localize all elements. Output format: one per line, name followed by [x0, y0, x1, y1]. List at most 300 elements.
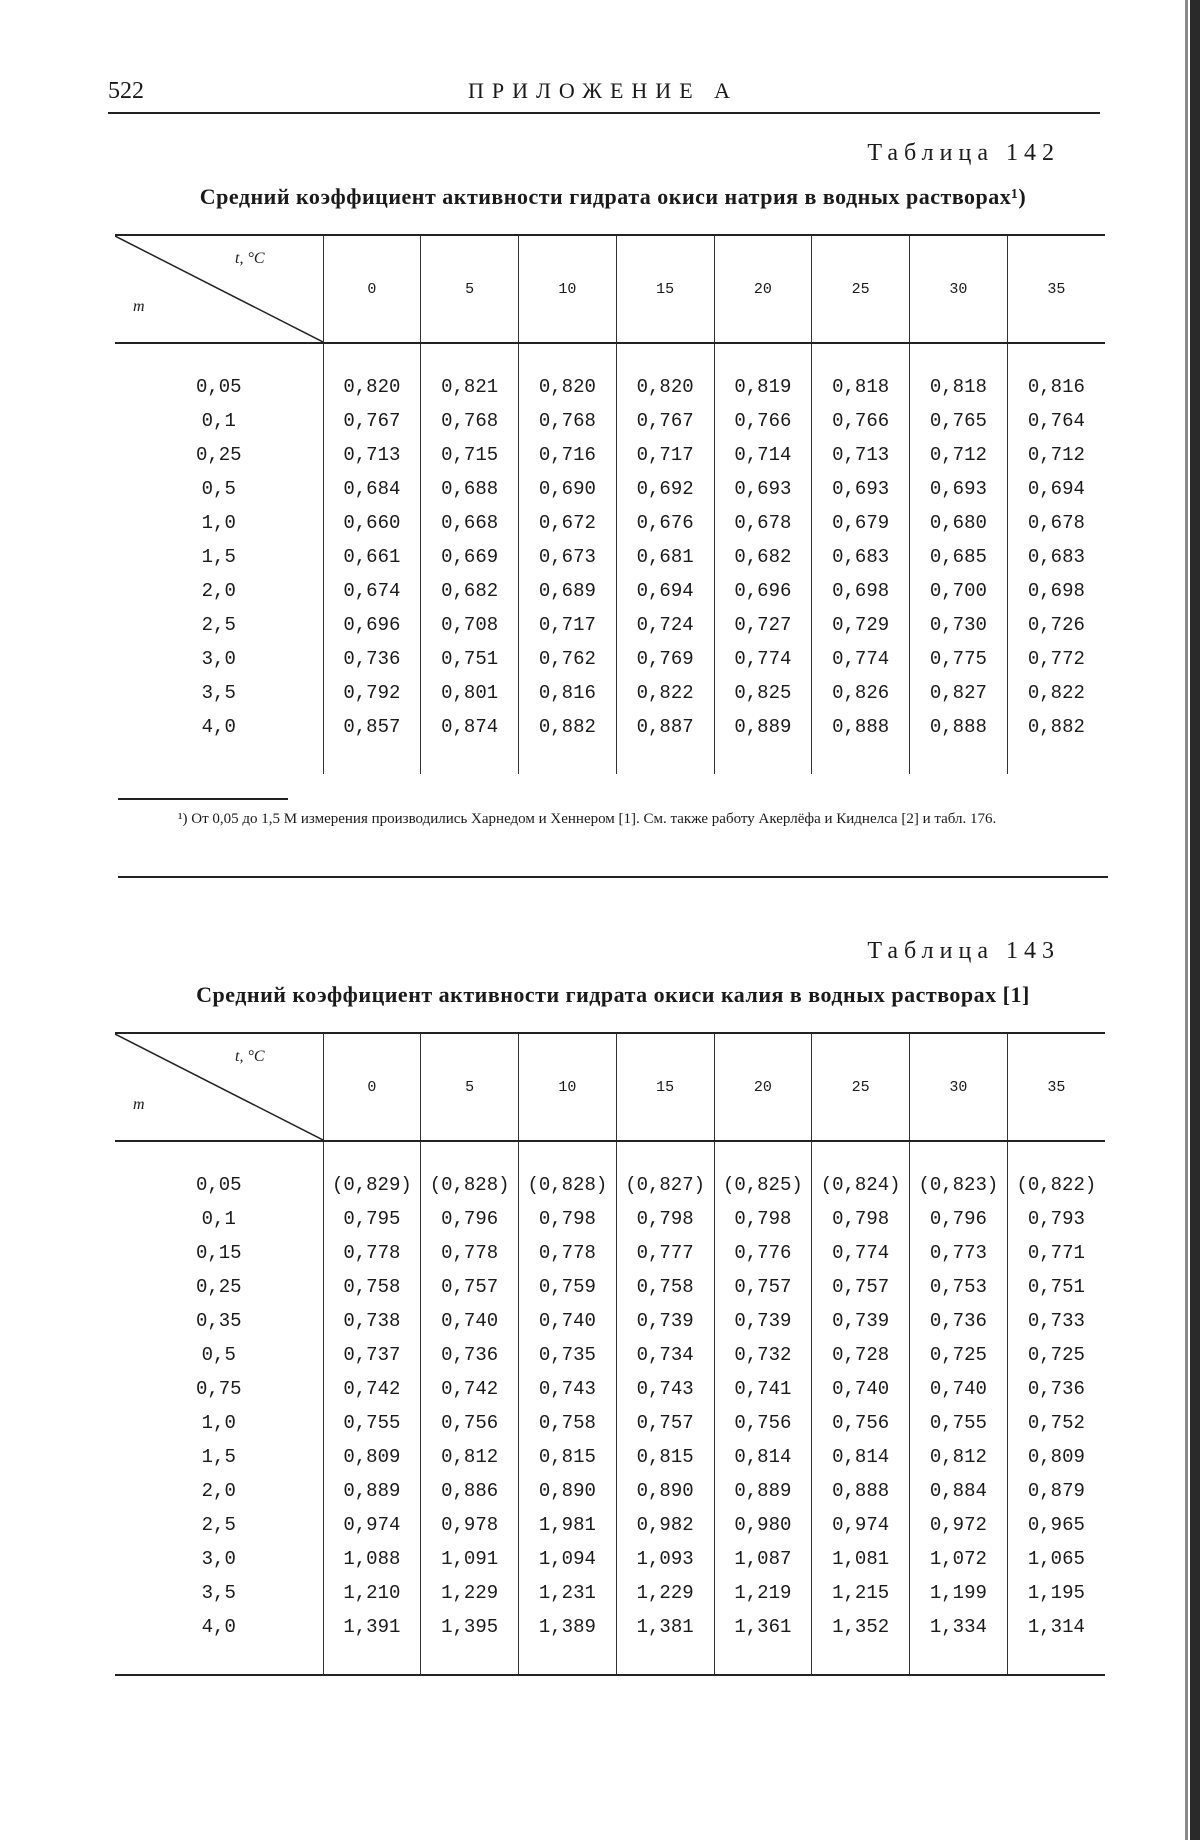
activity-coefficient-cell: 0,777: [616, 1236, 714, 1270]
activity-coefficient-cell: 0,772: [1007, 642, 1105, 676]
activity-coefficient-cell: 0,884: [910, 1474, 1008, 1508]
table-row: [115, 1440, 1105, 1474]
activity-coefficient-cell: 0,685: [910, 540, 1008, 574]
activity-coefficient-cell: 1,981: [519, 1508, 617, 1542]
table-row: [115, 1168, 1105, 1202]
activity-coefficient-cell: 0,778: [323, 1236, 421, 1270]
table-row: [115, 1610, 1105, 1644]
spacer-cell: [616, 1644, 714, 1675]
activity-coefficient-cell: 0,683: [1007, 540, 1105, 574]
spacer-cell: [812, 744, 910, 774]
molality-cell: 3,5: [201, 1582, 236, 1604]
activity-coefficient-cell: 0,771: [1007, 1236, 1105, 1270]
activity-coefficient-cell: 0,889: [323, 1474, 421, 1508]
activity-coefficient-cell: 0,678: [1007, 506, 1105, 540]
activity-coefficient-cell: 0,815: [616, 1440, 714, 1474]
scan-edge-shadow: [1185, 0, 1188, 1840]
activity-coefficient-cell: 0,714: [714, 438, 812, 472]
activity-coefficient-cell: 0,743: [616, 1372, 714, 1406]
activity-coefficient-cell: 0,690: [519, 472, 617, 506]
activity-coefficient-cell: 0,766: [812, 404, 910, 438]
activity-coefficient-cell: 0,660: [323, 506, 421, 540]
activity-coefficient-cell: 0,693: [812, 472, 910, 506]
table-142-body: [115, 343, 1105, 774]
molality-cell: 1,5: [201, 1446, 236, 1468]
spacer-cell: [519, 1141, 617, 1168]
table-142-caption: Средний коэффициент активности гидрата окиси натрия в водных растворах¹): [199, 184, 1027, 209]
table-row: [115, 1338, 1105, 1372]
activity-coefficient-cell: 0,668: [421, 506, 519, 540]
activity-coefficient-cell: 0,816: [519, 676, 617, 710]
activity-coefficient-cell: 0,696: [714, 574, 812, 608]
table-143-caption: Средний коэффициент активности гидрата окиси калия в водных растворах [1]: [196, 982, 1030, 1007]
table-row: [115, 1236, 1105, 1270]
molality-cell: 0,5: [201, 1344, 236, 1366]
molality-cell: 2,5: [201, 614, 236, 636]
activity-coefficient-cell: 1,389: [519, 1610, 617, 1644]
activity-coefficient-cell: 0,717: [519, 608, 617, 642]
spacer-cell: [323, 343, 421, 370]
activity-coefficient-cell: 1,091: [421, 1542, 519, 1576]
table-row: [115, 1304, 1105, 1338]
activity-coefficient-cell: 1,081: [812, 1542, 910, 1576]
activity-coefficient-cell: 0,874: [421, 710, 519, 744]
activity-coefficient-cell: 0,888: [812, 1474, 910, 1508]
activity-coefficient-cell: 0,812: [910, 1440, 1008, 1474]
running-head: ПРИЛОЖЕНИЕ А: [468, 78, 739, 103]
activity-coefficient-cell: (0,829): [323, 1168, 421, 1202]
spacer-cell: [616, 343, 714, 370]
activity-coefficient-cell: 1,229: [421, 1576, 519, 1610]
activity-coefficient-cell: 1,334: [910, 1610, 1008, 1644]
table-142-number: Таблица 142: [867, 140, 1060, 166]
activity-coefficient-cell: 0,756: [714, 1406, 812, 1440]
activity-coefficient-cell: 0,757: [714, 1270, 812, 1304]
activity-coefficient-cell: 0,798: [812, 1202, 910, 1236]
activity-coefficient-cell: 0,672: [519, 506, 617, 540]
activity-coefficient-cell: 0,693: [910, 472, 1008, 506]
table-row: [115, 438, 1105, 472]
molality-cell: 4,0: [201, 1616, 236, 1638]
activity-coefficient-cell: 0,768: [519, 404, 617, 438]
activity-coefficient-cell: 0,890: [519, 1474, 617, 1508]
activity-coefficient-cell: 0,822: [616, 676, 714, 710]
spacer-cell: [812, 343, 910, 370]
spacer-cell: [616, 744, 714, 774]
activity-coefficient-cell: 0,738: [323, 1304, 421, 1338]
table-row: [115, 1508, 1105, 1542]
spacer-row: [115, 343, 1105, 370]
activity-coefficient-cell: 0,801: [421, 676, 519, 710]
temperature-header: 10: [519, 235, 617, 343]
temperature-header: 5: [421, 235, 519, 343]
molality-cell: 0,25: [195, 444, 242, 466]
activity-coefficient-cell: 0,888: [910, 710, 1008, 744]
molality-cell: 4,0: [201, 716, 236, 738]
activity-coefficient-cell: 0,762: [519, 642, 617, 676]
activity-coefficient-cell: 0,736: [323, 642, 421, 676]
temperature-header: 35: [1007, 1033, 1105, 1141]
activity-coefficient-cell: 0,698: [812, 574, 910, 608]
activity-coefficient-cell: 0,819: [714, 370, 812, 404]
spacer-cell: [910, 1141, 1008, 1168]
molality-cell: 1,0: [201, 512, 236, 534]
molality-cell: 0,5: [201, 478, 236, 500]
activity-coefficient-cell: 0,758: [616, 1270, 714, 1304]
spacer-cell: [1007, 744, 1105, 774]
activity-coefficient-cell: 0,698: [1007, 574, 1105, 608]
temperature-header: 35: [1007, 235, 1105, 343]
spacer-cell: [714, 1141, 812, 1168]
activity-coefficient-cell: 0,769: [616, 642, 714, 676]
activity-coefficient-cell: 0,815: [519, 1440, 617, 1474]
activity-coefficient-cell: 0,825: [714, 676, 812, 710]
table-row: [115, 472, 1105, 506]
activity-coefficient-cell: 0,661: [323, 540, 421, 574]
page-number: 522: [108, 78, 144, 104]
temperature-header: 25: [812, 235, 910, 343]
activity-coefficient-cell: 0,965: [1007, 1508, 1105, 1542]
activity-coefficient-cell: 0,821: [421, 370, 519, 404]
activity-coefficient-cell: 1,195: [1007, 1576, 1105, 1610]
table-142-header-row: [115, 235, 1105, 343]
activity-coefficient-cell: 0,740: [519, 1304, 617, 1338]
molality-cell: 0,35: [195, 1310, 242, 1332]
activity-coefficient-cell: 0,700: [910, 574, 1008, 608]
temperature-header: 0: [323, 235, 421, 343]
activity-coefficient-cell: 0,736: [421, 1338, 519, 1372]
activity-coefficient-cell: 0,888: [812, 710, 910, 744]
activity-coefficient-cell: 1,361: [714, 1610, 812, 1644]
table-row: [115, 1372, 1105, 1406]
activity-coefficient-cell: 0,974: [323, 1508, 421, 1542]
activity-coefficient-cell: 0,827: [910, 676, 1008, 710]
activity-coefficient-cell: 0,798: [714, 1202, 812, 1236]
temperature-header: 15: [616, 1033, 714, 1141]
spacer-row: [115, 744, 1105, 774]
molality-cell: 0,1: [201, 410, 236, 432]
activity-coefficient-cell: 0,678: [714, 506, 812, 540]
activity-coefficient-cell: 0,767: [616, 404, 714, 438]
activity-coefficient-cell: 1,231: [519, 1576, 617, 1610]
activity-coefficient-cell: 0,826: [812, 676, 910, 710]
activity-coefficient-cell: 0,725: [1007, 1338, 1105, 1372]
spacer-cell: [115, 744, 323, 774]
activity-coefficient-cell: 0,730: [910, 608, 1008, 642]
activity-coefficient-cell: 0,882: [519, 710, 617, 744]
spacer-cell: [323, 1141, 421, 1168]
activity-coefficient-cell: 0,737: [323, 1338, 421, 1372]
molality-cell: 0,05: [195, 1174, 242, 1196]
activity-coefficient-cell: 0,729: [812, 608, 910, 642]
activity-coefficient-cell: 0,889: [714, 1474, 812, 1508]
activity-coefficient-cell: 0,798: [519, 1202, 617, 1236]
activity-coefficient-cell: (0,824): [812, 1168, 910, 1202]
table-row: [115, 540, 1105, 574]
molality-cell: 2,0: [201, 580, 236, 602]
temperature-header: 25: [812, 1033, 910, 1141]
activity-coefficient-cell: 0,740: [910, 1372, 1008, 1406]
activity-coefficient-cell: 0,756: [812, 1406, 910, 1440]
activity-coefficient-cell: 0,740: [812, 1372, 910, 1406]
activity-coefficient-cell: (0,823): [910, 1168, 1008, 1202]
activity-coefficient-cell: 0,739: [812, 1304, 910, 1338]
spacer-cell: [812, 1644, 910, 1675]
molality-cell: 0,15: [195, 1242, 242, 1264]
activity-coefficient-cell: 0,708: [421, 608, 519, 642]
activity-coefficient-cell: 0,809: [1007, 1440, 1105, 1474]
table-row: [115, 1202, 1105, 1236]
activity-coefficient-cell: 1,094: [519, 1542, 617, 1576]
activity-coefficient-cell: 0,820: [519, 370, 617, 404]
spacer-cell: [714, 744, 812, 774]
activity-coefficient-cell: 0,742: [323, 1372, 421, 1406]
activity-coefficient-cell: 0,679: [812, 506, 910, 540]
activity-coefficient-cell: 0,725: [910, 1338, 1008, 1372]
activity-coefficient-cell: 0,742: [421, 1372, 519, 1406]
activity-coefficient-cell: 0,755: [323, 1406, 421, 1440]
activity-coefficient-cell: 0,759: [519, 1270, 617, 1304]
molality-axis-label: m: [133, 298, 145, 315]
activity-coefficient-cell: 0,776: [714, 1236, 812, 1270]
activity-coefficient-cell: 0,818: [812, 370, 910, 404]
activity-coefficient-cell: 0,774: [714, 642, 812, 676]
spacer-cell: [714, 343, 812, 370]
activity-coefficient-cell: 0,680: [910, 506, 1008, 540]
activity-coefficient-cell: 0,978: [421, 1508, 519, 1542]
activity-coefficient-cell: (0,825): [714, 1168, 812, 1202]
activity-coefficient-cell: 0,890: [616, 1474, 714, 1508]
molality-cell: 3,0: [201, 648, 236, 670]
activity-coefficient-cell: 0,733: [1007, 1304, 1105, 1338]
spacer-cell: [421, 343, 519, 370]
activity-coefficient-cell: 0,753: [910, 1270, 1008, 1304]
activity-coefficient-cell: 0,882: [1007, 710, 1105, 744]
spacer-cell: [115, 343, 323, 370]
spacer-cell: [519, 744, 617, 774]
temperature-header: 15: [616, 235, 714, 343]
activity-coefficient-cell: 0,887: [616, 710, 714, 744]
table-row: [115, 404, 1105, 438]
activity-coefficient-cell: 0,712: [1007, 438, 1105, 472]
spacer-cell: [616, 1141, 714, 1168]
molality-cell: 0,75: [195, 1378, 242, 1400]
activity-coefficient-cell: 0,716: [519, 438, 617, 472]
table-142-footnote: ¹) От 0,05 до 1,5 М измерения производились Харнедом и Хеннером [1]. См. также работу Акерлёфа и Киднелса [2] и табл. 176.: [178, 811, 997, 827]
activity-coefficient-cell: 0,814: [714, 1440, 812, 1474]
activity-coefficient-cell: 1,391: [323, 1610, 421, 1644]
molality-cell: 1,0: [201, 1412, 236, 1434]
activity-coefficient-cell: 1,229: [616, 1576, 714, 1610]
activity-coefficient-cell: 0,889: [714, 710, 812, 744]
activity-coefficient-cell: 0,793: [1007, 1202, 1105, 1236]
activity-coefficient-cell: 0,820: [323, 370, 421, 404]
activity-coefficient-cell: 1,088: [323, 1542, 421, 1576]
activity-coefficient-cell: 0,775: [910, 642, 1008, 676]
activity-coefficient-cell: 0,739: [714, 1304, 812, 1338]
activity-coefficient-cell: 0,751: [421, 642, 519, 676]
spacer-cell: [1007, 343, 1105, 370]
activity-coefficient-cell: 0,768: [421, 404, 519, 438]
spacer-row: [115, 1644, 1105, 1675]
activity-coefficient-cell: 0,741: [714, 1372, 812, 1406]
table-143-number: Таблица 143: [867, 938, 1060, 964]
spacer-cell: [910, 1644, 1008, 1675]
spacer-cell: [115, 1644, 323, 1675]
activity-coefficient-cell: 0,796: [421, 1202, 519, 1236]
table-142-corner: [115, 235, 323, 343]
activity-coefficient-cell: 0,972: [910, 1508, 1008, 1542]
activity-coefficient-cell: 1,087: [714, 1542, 812, 1576]
header-rule: [108, 112, 1100, 114]
temperature-header: 20: [714, 1033, 812, 1141]
activity-coefficient-cell: 0,712: [910, 438, 1008, 472]
activity-coefficient-cell: 0,792: [323, 676, 421, 710]
scan-edge: [1190, 0, 1200, 1840]
molality-cell: 0,1: [201, 1208, 236, 1230]
activity-coefficient-cell: 0,816: [1007, 370, 1105, 404]
activity-coefficient-cell: 0,795: [323, 1202, 421, 1236]
activity-coefficient-cell: 1,215: [812, 1576, 910, 1610]
molality-cell: 1,5: [201, 546, 236, 568]
activity-coefficient-cell: 0,857: [323, 710, 421, 744]
activity-coefficient-cell: 0,717: [616, 438, 714, 472]
spacer-row: [115, 1141, 1105, 1168]
spacer-cell: [421, 1644, 519, 1675]
activity-coefficient-cell: 0,694: [1007, 472, 1105, 506]
activity-coefficient-cell: 0,681: [616, 540, 714, 574]
molality-cell: 0,05: [195, 376, 242, 398]
table-row: [115, 676, 1105, 710]
activity-coefficient-cell: 0,743: [519, 1372, 617, 1406]
activity-coefficient-cell: 0,692: [616, 472, 714, 506]
activity-coefficient-cell: 0,726: [1007, 608, 1105, 642]
activity-coefficient-cell: 0,774: [812, 1236, 910, 1270]
molality-cell: 2,5: [201, 1514, 236, 1536]
table-143-body: [115, 1141, 1105, 1675]
temperature-axis-label: t, °C: [235, 1048, 265, 1065]
activity-coefficient-cell: 1,395: [421, 1610, 519, 1644]
table-143-corner: [115, 1033, 323, 1141]
molality-cell: 3,0: [201, 1548, 236, 1570]
activity-coefficient-cell: 0,713: [812, 438, 910, 472]
spacer-cell: [323, 1644, 421, 1675]
activity-coefficient-cell: 1,072: [910, 1542, 1008, 1576]
activity-coefficient-cell: 0,739: [616, 1304, 714, 1338]
activity-coefficient-cell: 0,740: [421, 1304, 519, 1338]
table-row: [115, 574, 1105, 608]
activity-coefficient-cell: 0,766: [714, 404, 812, 438]
activity-coefficient-cell: 0,735: [519, 1338, 617, 1372]
activity-coefficient-cell: 0,696: [323, 608, 421, 642]
activity-coefficient-cell: (0,828): [421, 1168, 519, 1202]
activity-coefficient-cell: 0,773: [910, 1236, 1008, 1270]
molality-cell: 3,5: [201, 682, 236, 704]
activity-coefficient-cell: 1,381: [616, 1610, 714, 1644]
activity-coefficient-cell: 0,767: [323, 404, 421, 438]
footnote-rule: [118, 798, 288, 800]
activity-coefficient-cell: 0,974: [812, 1508, 910, 1542]
activity-coefficient-cell: 1,093: [616, 1542, 714, 1576]
activity-coefficient-cell: 0,757: [421, 1270, 519, 1304]
activity-coefficient-cell: 0,814: [812, 1440, 910, 1474]
table-143-header-row: [115, 1033, 1105, 1141]
activity-coefficient-cell: 0,778: [519, 1236, 617, 1270]
activity-coefficient-cell: 0,694: [616, 574, 714, 608]
table-142: [115, 234, 1105, 774]
table-row: [115, 1576, 1105, 1610]
activity-coefficient-cell: 0,689: [519, 574, 617, 608]
activity-coefficient-cell: 1,199: [910, 1576, 1008, 1610]
activity-coefficient-cell: 0,682: [714, 540, 812, 574]
activity-coefficient-cell: 0,736: [910, 1304, 1008, 1338]
activity-coefficient-cell: 1,314: [1007, 1610, 1105, 1644]
page-header: [108, 78, 1100, 114]
activity-coefficient-cell: 0,682: [421, 574, 519, 608]
activity-coefficient-cell: 0,727: [714, 608, 812, 642]
activity-coefficient-cell: 0,822: [1007, 676, 1105, 710]
table-row: [115, 1542, 1105, 1576]
activity-coefficient-cell: 0,757: [616, 1406, 714, 1440]
activity-coefficient-cell: 0,886: [421, 1474, 519, 1508]
table-row: [115, 1406, 1105, 1440]
spacer-cell: [714, 1644, 812, 1675]
table-row: [115, 506, 1105, 540]
table-row: [115, 1270, 1105, 1304]
diagonal-divider: [115, 236, 323, 342]
table-row: [115, 608, 1105, 642]
temperature-header: 5: [421, 1033, 519, 1141]
activity-coefficient-cell: 1,065: [1007, 1542, 1105, 1576]
table-row: [115, 710, 1105, 744]
activity-coefficient-cell: 0,879: [1007, 1474, 1105, 1508]
spacer-cell: [1007, 1141, 1105, 1168]
activity-coefficient-cell: 0,764: [1007, 404, 1105, 438]
temperature-header: 30: [910, 235, 1008, 343]
activity-coefficient-cell: 0,713: [323, 438, 421, 472]
activity-coefficient-cell: 0,820: [616, 370, 714, 404]
spacer-cell: [910, 343, 1008, 370]
activity-coefficient-cell: (0,827): [616, 1168, 714, 1202]
table-row: [115, 1474, 1105, 1508]
activity-coefficient-cell: 0,757: [812, 1270, 910, 1304]
activity-coefficient-cell: 0,728: [812, 1338, 910, 1372]
activity-coefficient-cell: 1,210: [323, 1576, 421, 1610]
spacer-cell: [115, 1141, 323, 1168]
activity-coefficient-cell: 0,734: [616, 1338, 714, 1372]
spacer-cell: [812, 1141, 910, 1168]
activity-coefficient-cell: 0,812: [421, 1440, 519, 1474]
activity-coefficient-cell: 1,352: [812, 1610, 910, 1644]
temperature-header: 10: [519, 1033, 617, 1141]
activity-coefficient-cell: 0,778: [421, 1236, 519, 1270]
activity-coefficient-cell: 0,796: [910, 1202, 1008, 1236]
activity-coefficient-cell: 0,674: [323, 574, 421, 608]
temperature-axis-label: t, °C: [235, 250, 265, 267]
activity-coefficient-cell: 0,715: [421, 438, 519, 472]
molality-axis-label: m: [133, 1096, 145, 1113]
activity-coefficient-cell: 0,673: [519, 540, 617, 574]
spacer-cell: [421, 1141, 519, 1168]
activity-coefficient-cell: 0,684: [323, 472, 421, 506]
temperature-header: 20: [714, 235, 812, 343]
spacer-cell: [519, 343, 617, 370]
table-row: [115, 370, 1105, 404]
activity-coefficient-cell: 0,688: [421, 472, 519, 506]
spacer-cell: [910, 744, 1008, 774]
activity-coefficient-cell: 0,774: [812, 642, 910, 676]
activity-coefficient-cell: (0,828): [519, 1168, 617, 1202]
